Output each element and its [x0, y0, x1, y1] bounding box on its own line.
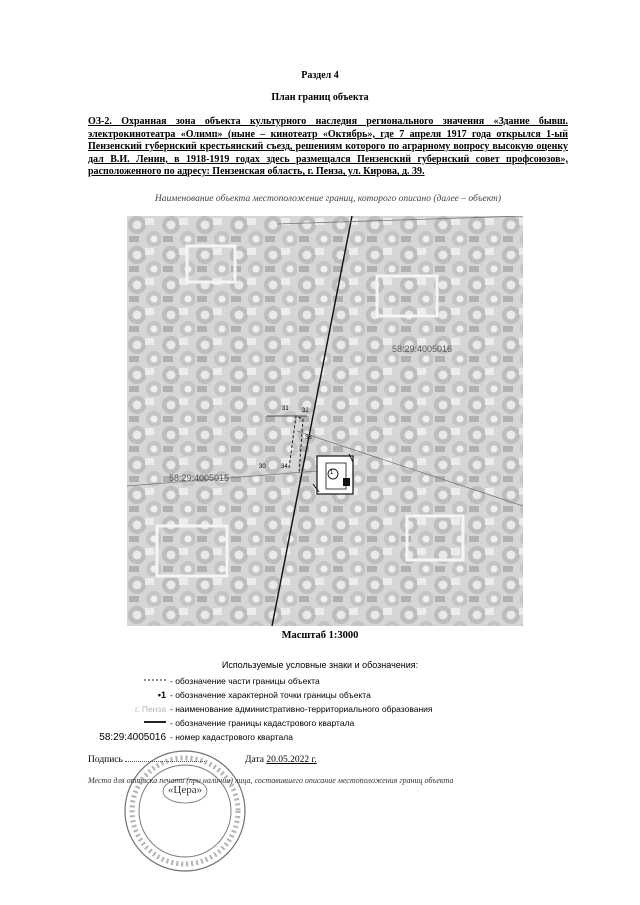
object-description: ОЗ-2. Охранная зона объекта культурного наследия регионального значения «Здание бывш. электрокинотеатра «Олимп» (ныне – кинотеатр «Октябрь», где 7 апреля 1917 года открылся 1-ый Пензенский губернский крестьянский съезд, решениям которого по аграрному вопросу высокую оценку дал В.И. Ленин, в 1918-1919 годах здесь размещался Пензенский губернский совет профсоюзов», расположенного по адресу: Пензенская область, г. Пенза, ул. Кирова, д. 39. — [88, 116, 568, 178]
map-drawing — [127, 216, 523, 626]
date-field — [245, 755, 317, 765]
boundary-point-label: 31 — [282, 406, 289, 412]
point-marker-icon: •1 — [157, 690, 166, 700]
legend-text: - обозначение части границы объекта — [170, 676, 320, 686]
legend-item — [170, 718, 354, 730]
boundary-point-label: 30 — [259, 464, 266, 470]
legend-item — [170, 676, 320, 688]
map-scale: Масштаб 1:3000 — [281, 630, 359, 641]
dashed-line-icon — [144, 676, 166, 686]
date-value: 20.05.2022 г. — [266, 755, 317, 765]
legend-text: - обозначение границы кадастрового квартала — [170, 718, 355, 728]
settlement-name-sample: г. Пенза — [135, 704, 166, 714]
legend-text: - наименование административно-территориального образования — [170, 704, 433, 714]
legend-item — [135, 704, 433, 716]
legend-title: Используемые условные знаки и обозначения: — [221, 660, 419, 670]
section-heading: Раздел 4 — [301, 70, 339, 81]
boundary-point-label: 1 — [330, 470, 334, 476]
signature-label: Подпись — [88, 755, 123, 765]
stamp-text: «Цера» — [167, 784, 203, 796]
cadastral-number-sample: 58:29:4005016 — [99, 732, 166, 743]
boundary-map — [127, 216, 523, 626]
page-title: План границ объекта — [271, 92, 369, 103]
boundary-point-label: 33 — [305, 435, 312, 441]
stamp-place-note: Место для оттиска печати (при наличии) лица, составившего описание местоположения границ объекта — [88, 776, 454, 785]
date-label: Дата — [245, 755, 264, 765]
cadastral-number-left: 58:29:4005015 — [169, 473, 230, 483]
legend-item — [99, 732, 293, 744]
boundary-point-label: 32 — [302, 408, 309, 414]
legend-item — [157, 690, 371, 702]
organization-stamp — [122, 748, 248, 874]
cadastral-number-right: 58:29:4005016 — [392, 344, 453, 354]
stamp-seal-icon — [122, 748, 248, 874]
boundary-point-label: 34 — [281, 464, 288, 470]
legend-text: - номер кадастрового квартала — [170, 732, 293, 742]
legend-text: - обозначение характерной точки границы объекта — [170, 690, 371, 700]
solid-line-icon — [144, 718, 166, 728]
object-name-note: Наименование объекта местоположение границ, которого описано (далее – объект) — [154, 194, 502, 204]
